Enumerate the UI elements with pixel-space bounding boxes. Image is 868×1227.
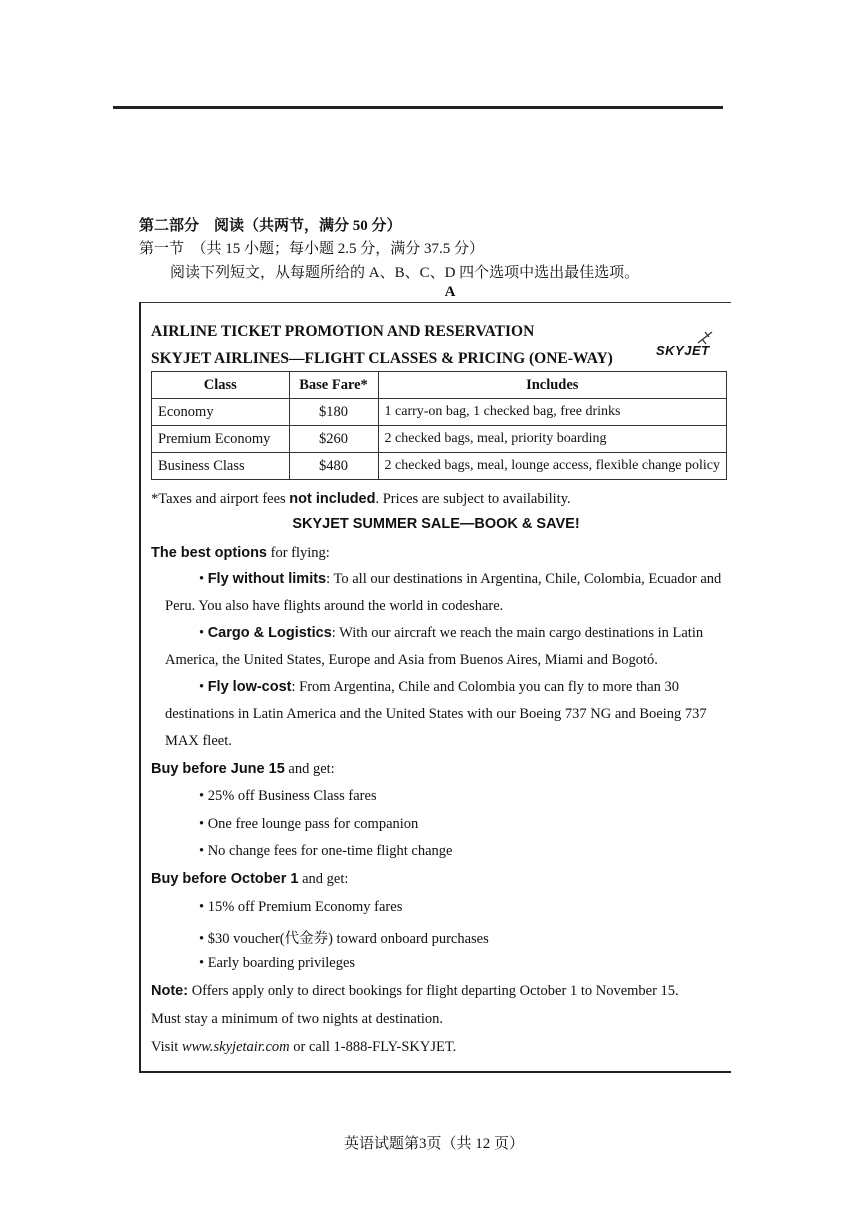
best-options-text: for flying: xyxy=(267,545,330,561)
benefit-text: No change fees for one-time flight change xyxy=(207,843,453,859)
fare-cell: $480 xyxy=(289,453,378,480)
includes-cell: 2 checked bags, meal, priority boarding xyxy=(378,426,726,453)
instruction: 阅读下列短文，从每题所给的 A、B、C、D 四个选项中选出最佳选项。 xyxy=(170,265,640,281)
option-label: Cargo & Logistics xyxy=(207,625,332,641)
taxes-note-text: . Prices are subject to availability. xyxy=(375,491,571,507)
page-footer: 英语试题第3页（共 12 页） xyxy=(343,1136,524,1152)
benefit-text: 15% off Premium Economy fares xyxy=(207,899,403,915)
includes-cell: 2 checked bags, meal, lounge access, flexible change policy xyxy=(378,453,726,480)
ad-title: AIRLINE TICKET PROMOTION AND RESERVATION xyxy=(151,323,535,340)
benefit-text: Early boarding privileges xyxy=(207,955,356,971)
october-offer-label: Buy before October 1 xyxy=(151,871,299,887)
table-row xyxy=(152,453,727,480)
option-continuation: destinations in Latin America and the United States with our Boeing 737 NG and Boeing 737 xyxy=(165,706,707,722)
taxes-note-text: *Taxes and airport fees xyxy=(151,491,290,507)
option-continuation: Peru. You also have flights around the world in codeshare. xyxy=(165,598,504,614)
class-cell: Economy xyxy=(152,399,290,426)
contact-text: Visit xyxy=(151,1039,182,1055)
offer-note xyxy=(151,983,679,1000)
note-label: Note: xyxy=(151,983,189,999)
october-benefit: • $30 voucher(代金券) toward onboard purchases xyxy=(199,931,489,947)
logo-text: SKYJET xyxy=(656,343,710,358)
class-cell: Business Class xyxy=(152,453,290,480)
table-header-row xyxy=(152,372,727,399)
benefit-text: One free lounge pass for companion xyxy=(207,816,419,832)
table-row xyxy=(152,426,727,453)
option-label: Fly low-cost xyxy=(207,679,292,695)
benefit-text: 25% off Business Class fares xyxy=(207,788,377,804)
option-label: Fly without limits xyxy=(207,571,327,587)
fare-cell: $180 xyxy=(289,399,378,426)
sale-heading: SKYJET SUMMER SALE—BOOK & SAVE! xyxy=(292,516,580,532)
option-text: : With our aircraft we reach the main cargo destinations in Latin xyxy=(331,625,704,641)
october-offer-heading xyxy=(151,871,348,888)
june-offer-heading xyxy=(151,761,335,778)
contact-text: or call 1-888-FLY-SKYJET. xyxy=(289,1039,457,1055)
contact-line xyxy=(151,1039,456,1056)
ad-subtitle: SKYJET AIRLINES—FLIGHT CLASSES & PRICING (ONE-WAY) xyxy=(151,350,613,367)
section-title: 第一节 （共 15 小题；每小题 2.5 分，满分 37.5 分） xyxy=(139,241,485,257)
option-cargo-logistics: • Cargo & Logistics: With our aircraft we reach the main cargo destinations in Latin xyxy=(199,625,704,641)
june-offer-label: Buy before June 15 xyxy=(151,761,285,777)
taxes-note xyxy=(151,491,571,508)
class-cell: Premium Economy xyxy=(152,426,290,453)
october-benefit: • Early boarding privileges xyxy=(199,955,356,971)
header-class: Class xyxy=(152,372,290,399)
fare-cell: $260 xyxy=(289,426,378,453)
skyjet-logo xyxy=(656,329,718,361)
option-fly-low-cost: • Fly low-cost: From Argentina, Chile and Colombia you can fly to more than 30 xyxy=(199,679,680,695)
part-title: 第二部分 阅读（共两节，满分 50 分） xyxy=(139,218,402,234)
october-offer-text: and get: xyxy=(298,871,349,887)
june-benefit: • 25% off Business Class fares xyxy=(199,788,377,804)
option-fly-without-limits: • Fly without limits: To all our destinations in Argentina, Chile, Colombia, Ecuador and xyxy=(199,571,722,587)
includes-cell: 1 carry-on bag, 1 checked bag, free drinks xyxy=(378,399,726,426)
passage-letter: A xyxy=(444,284,456,300)
june-benefit: • No change fees for one-time flight change xyxy=(199,843,453,859)
best-options-label: The best options xyxy=(151,545,267,561)
june-offer-text: and get: xyxy=(284,761,335,777)
table-row xyxy=(152,399,727,426)
benefit-text: $30 voucher(代金券) toward onboard purchases xyxy=(207,931,489,947)
best-options-heading xyxy=(151,545,330,562)
website-url: www.skyjetair.com xyxy=(181,1039,290,1055)
option-text: : From Argentina, Chile and Colombia you can fly to more than 30 xyxy=(291,679,680,695)
header-includes: Includes xyxy=(378,372,726,399)
header-base-fare: Base Fare* xyxy=(289,372,378,399)
taxes-note-emphasis: not included xyxy=(289,491,376,507)
october-benefit: • 15% off Premium Economy fares xyxy=(199,899,403,915)
fare-table xyxy=(151,371,727,480)
top-rule xyxy=(113,106,723,109)
option-text: : To all our destinations in Argentina, Chile, Colombia, Ecuador and xyxy=(326,571,722,587)
june-benefit: • One free lounge pass for companion xyxy=(199,816,419,832)
option-continuation: MAX fleet. xyxy=(165,733,232,749)
stay-requirement: Must stay a minimum of two nights at destination. xyxy=(151,1011,443,1027)
advertisement-box xyxy=(139,302,731,1073)
option-continuation: America, the United States, Europe and Asia from Buenos Aires, Miami and Bogotó. xyxy=(165,652,658,668)
note-text: Offers apply only to direct bookings for flight departing October 1 to November 15. xyxy=(188,983,679,999)
